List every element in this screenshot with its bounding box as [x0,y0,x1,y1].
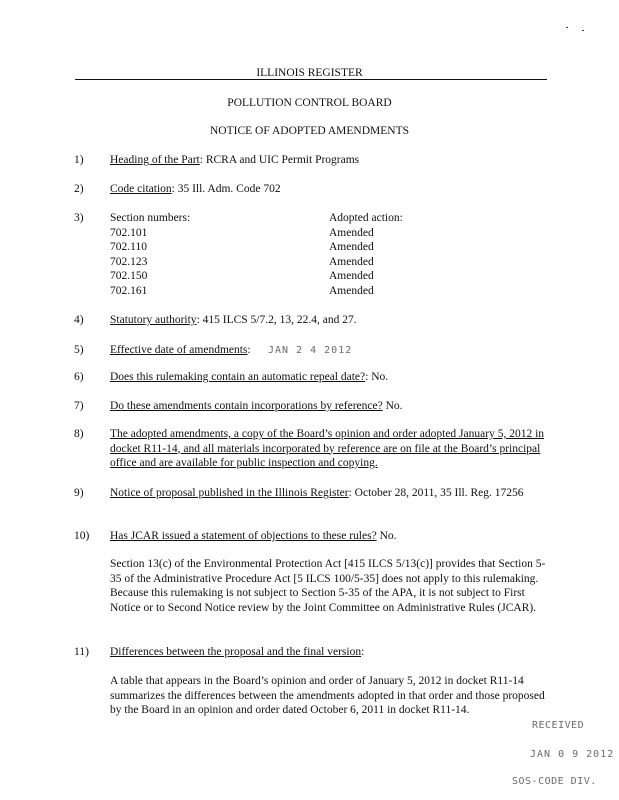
section-numbers-header: Section numbers: [110,212,191,224]
item-4 [110,313,357,328]
section-table-header [110,211,410,226]
item-2-value: : 35 Ill. Adm. Code 702 [171,183,281,195]
item-1-number: 1) [74,154,84,166]
received-date-stamp: JAN 0 9 2012 [530,749,615,760]
item-10-label: Has JCAR issued a statement of objections to these rules? [110,530,377,542]
effective-date-stamp: JAN 2 4 2012 [268,345,353,356]
item-7-value: No. [382,400,403,412]
item-3-number: 3) [74,212,84,224]
item-6-value: : No. [365,371,389,383]
item-11-value: : [361,646,365,658]
item-11-paragraph: A table that appears in the Board’s opinion and order of January 5, 2012 in docket R11-14 summarizes the differences between the amendments adopted in that order and those proposed by the Board in an opinion and order dated October 6, 2011 in docket R11-14. [110,675,545,716]
section-action: Amended [329,241,374,253]
item-8-number: 8) [74,428,84,440]
item-10-number: 10) [74,530,90,542]
section-row [110,240,410,255]
item-1-value: : RCRA and UIC Permit Programs [199,154,360,166]
item-5-label: Effective date of amendments [110,344,248,356]
section-number: 702.110 [110,241,147,253]
item-6-label: Does this rulemaking contain an automatic repeal date? [110,371,366,383]
item-6 [110,370,388,385]
adopted-action-header: Adopted action: [329,212,403,224]
header-rule [75,79,547,80]
item-5 [110,343,251,358]
item-6-number: 6) [74,371,84,383]
item-5-number: 5) [74,344,84,356]
agency-title: POLLUTION CONTROL BOARD [227,97,392,109]
section-number: 702.161 [110,284,148,297]
item-4-label: Statutory authority [110,314,197,326]
item-7 [110,399,403,414]
item-9-value: : October 28, 2011, 35 Ill. Reg. 17256 [348,487,524,499]
item-7-label: Do these amendments contain incorporations by reference? [110,400,383,412]
item-11-label: Differences between the proposal and the final version [110,646,362,658]
item-4-number: 4) [74,314,84,326]
section-row [110,269,410,284]
section-number: 702.123 [110,255,148,268]
section-row [110,226,410,241]
section-number: 702.101 [110,226,148,239]
item-2-number: 2) [74,183,84,195]
item-8-text: The adopted amendments, a copy of the Board’s opinion and order adopted January 5, 2012 in docket R11-14, and all materials incorporated by reference are on file at the Board’s principal office and are available for public inspection and copying. [110,428,545,469]
item-10-paragraph: Section 13(c) of the Environmental Protection Act [415 ILCS 5/13(c)] provides that Section 5-35 of the Administrative Procedure Act [5 ILCS 100/5-35] does not apply to this rulemaking. Because this rulemaking is not subject to Section 5-35 of the APA, it is not subject to First Notice or to Second Notice review by the Joint Committee on Administrative Rules (JCAR). [110,558,546,614]
section-row [110,255,410,270]
item-9-label: Notice of proposal published in the Illinois Register [110,487,349,499]
item-7-number: 7) [74,400,84,412]
item-1 [110,153,359,168]
scan-speck [582,30,584,31]
item-9-number: 9) [74,487,84,499]
received-stamp: RECEIVED [532,720,585,731]
item-5-value: : [247,344,251,356]
section-action: Amended [329,226,374,239]
item-2 [110,182,281,197]
item-10-value: No. [376,530,397,542]
item-4-value: : 415 ILCS 5/7.2, 13, 22.4, and 27. [196,314,357,326]
section-row [110,284,410,299]
item-1-label: Heading of the Part [110,154,200,166]
item-9 [110,486,550,501]
item-2-label: Code citation [110,183,172,195]
item-11 [110,645,364,660]
section-number: 702.150 [110,270,148,282]
scan-speck [566,27,568,28]
section-action: Amended [329,255,374,268]
sos-code-stamp: SOS-CODE DIV. [512,776,597,787]
item-10 [110,529,397,544]
section-action: Amended [329,270,374,282]
item-11-number: 11) [74,646,89,658]
register-title: ILLINOIS REGISTER [256,67,363,79]
notice-title: NOTICE OF ADOPTED AMENDMENTS [209,125,410,137]
section-action: Amended [329,284,374,297]
